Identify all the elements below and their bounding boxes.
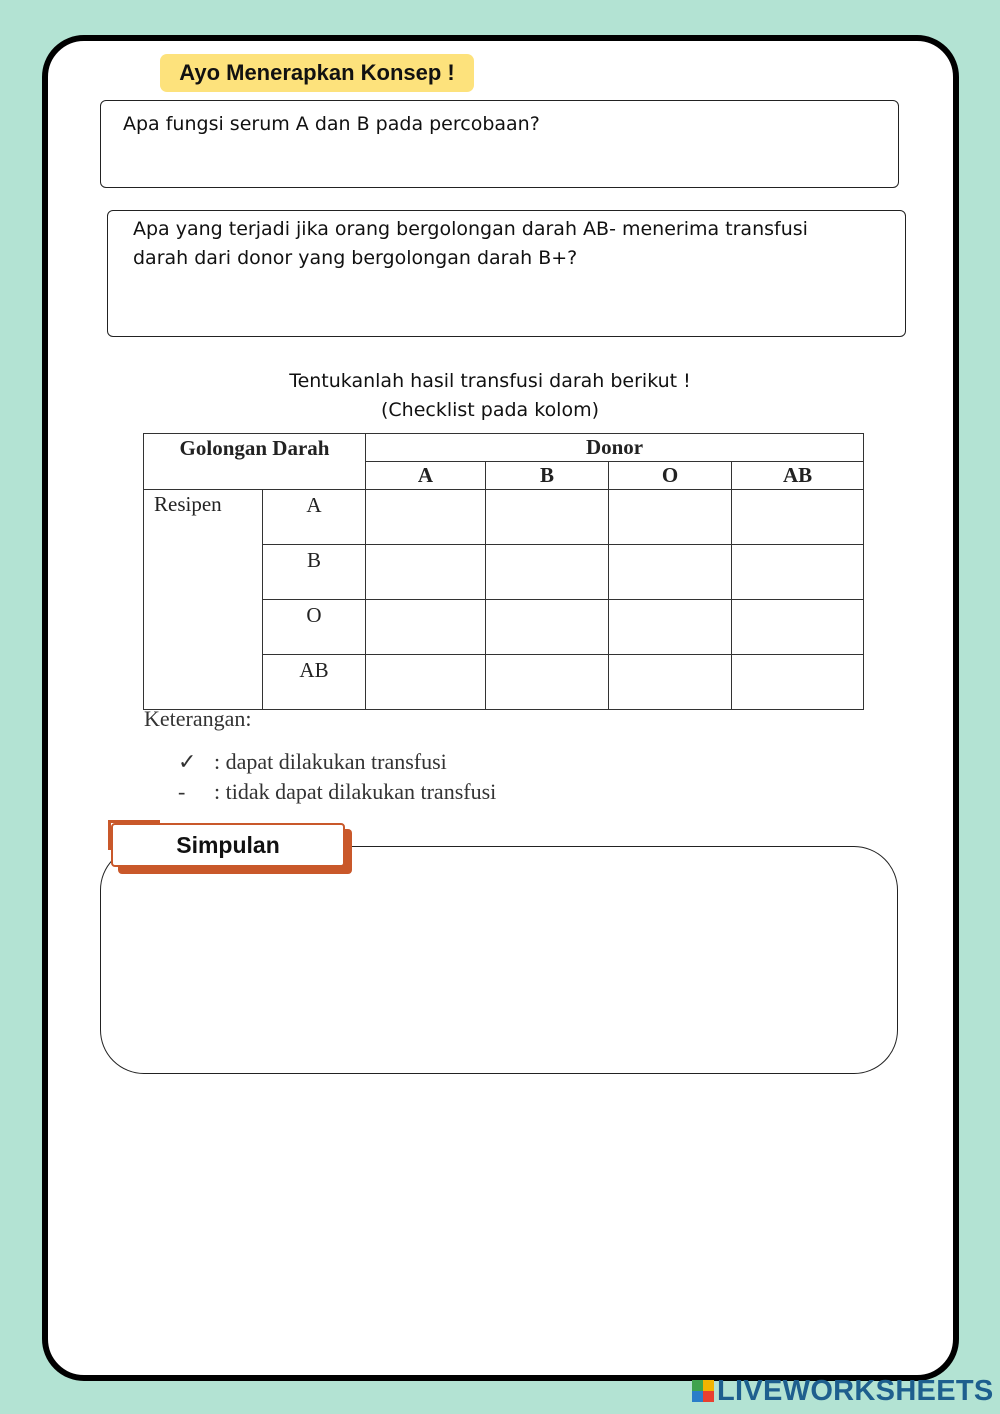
answer-cell[interactable] [486, 600, 609, 655]
question-2-line-1: Apa yang terjadi jika orang bergolongan darah AB- menerima transfusi [133, 218, 808, 240]
answer-cell[interactable] [732, 655, 864, 710]
answer-cell[interactable] [609, 600, 732, 655]
answer-cell[interactable] [366, 600, 486, 655]
recipient-row-a: A [263, 490, 366, 545]
answer-cell[interactable] [609, 655, 732, 710]
dash-icon: - [178, 779, 186, 804]
conclusion-label: Simpulan [111, 823, 345, 867]
legend-item-check [178, 749, 447, 775]
donor-header: Donor [366, 434, 864, 462]
recipient-row-ab: AB [263, 655, 366, 710]
question-1-text: Apa fungsi serum A dan B pada percobaan? [123, 113, 540, 135]
check-icon: ✓ [178, 749, 197, 774]
answer-cell[interactable] [366, 545, 486, 600]
brand-logo [692, 1374, 994, 1408]
answer-cell[interactable] [366, 655, 486, 710]
section-title-tag: Ayo Menerapkan Konsep ! [160, 54, 474, 92]
liveworksheets-icon [692, 1380, 714, 1402]
recipient-row-o: O [263, 600, 366, 655]
answer-cell[interactable] [732, 490, 864, 545]
question-1-box[interactable] [100, 100, 899, 188]
answer-cell[interactable] [486, 655, 609, 710]
answer-cell[interactable] [486, 545, 609, 600]
question-2-line-2: darah dari donor yang bergolongan darah B+? [133, 247, 578, 269]
donor-col-a: A [366, 462, 486, 490]
recipient-row-b: B [263, 545, 366, 600]
legend-item-text: : tidak dapat dilakukan transfusi [214, 779, 497, 804]
recipient-label: Resipen [144, 490, 263, 710]
transfusion-table [143, 433, 864, 710]
answer-cell[interactable] [486, 490, 609, 545]
donor-col-o: O [609, 462, 732, 490]
answer-cell[interactable] [732, 545, 864, 600]
legend-item-text: : dapat dilakukan transfusi [214, 749, 447, 774]
question-2-box[interactable] [107, 210, 906, 337]
instruction-line-1: Tentukanlah hasil transfusi darah berikut ! [289, 370, 691, 392]
answer-cell[interactable] [732, 600, 864, 655]
donor-col-b: B [486, 462, 609, 490]
answer-cell[interactable] [609, 545, 732, 600]
answer-cell[interactable] [366, 490, 486, 545]
donor-col-ab: AB [732, 462, 864, 490]
answer-cell[interactable] [609, 490, 732, 545]
corner-header: Golongan Darah [144, 434, 366, 490]
legend-title: Keterangan: [144, 706, 252, 731]
legend-item-dash [178, 779, 496, 805]
conclusion-answer-box[interactable] [100, 846, 898, 1074]
brand-text: LIVEWORKSHEETS [717, 1374, 994, 1407]
instruction-line-2: (Checklist pada kolom) [380, 399, 600, 421]
